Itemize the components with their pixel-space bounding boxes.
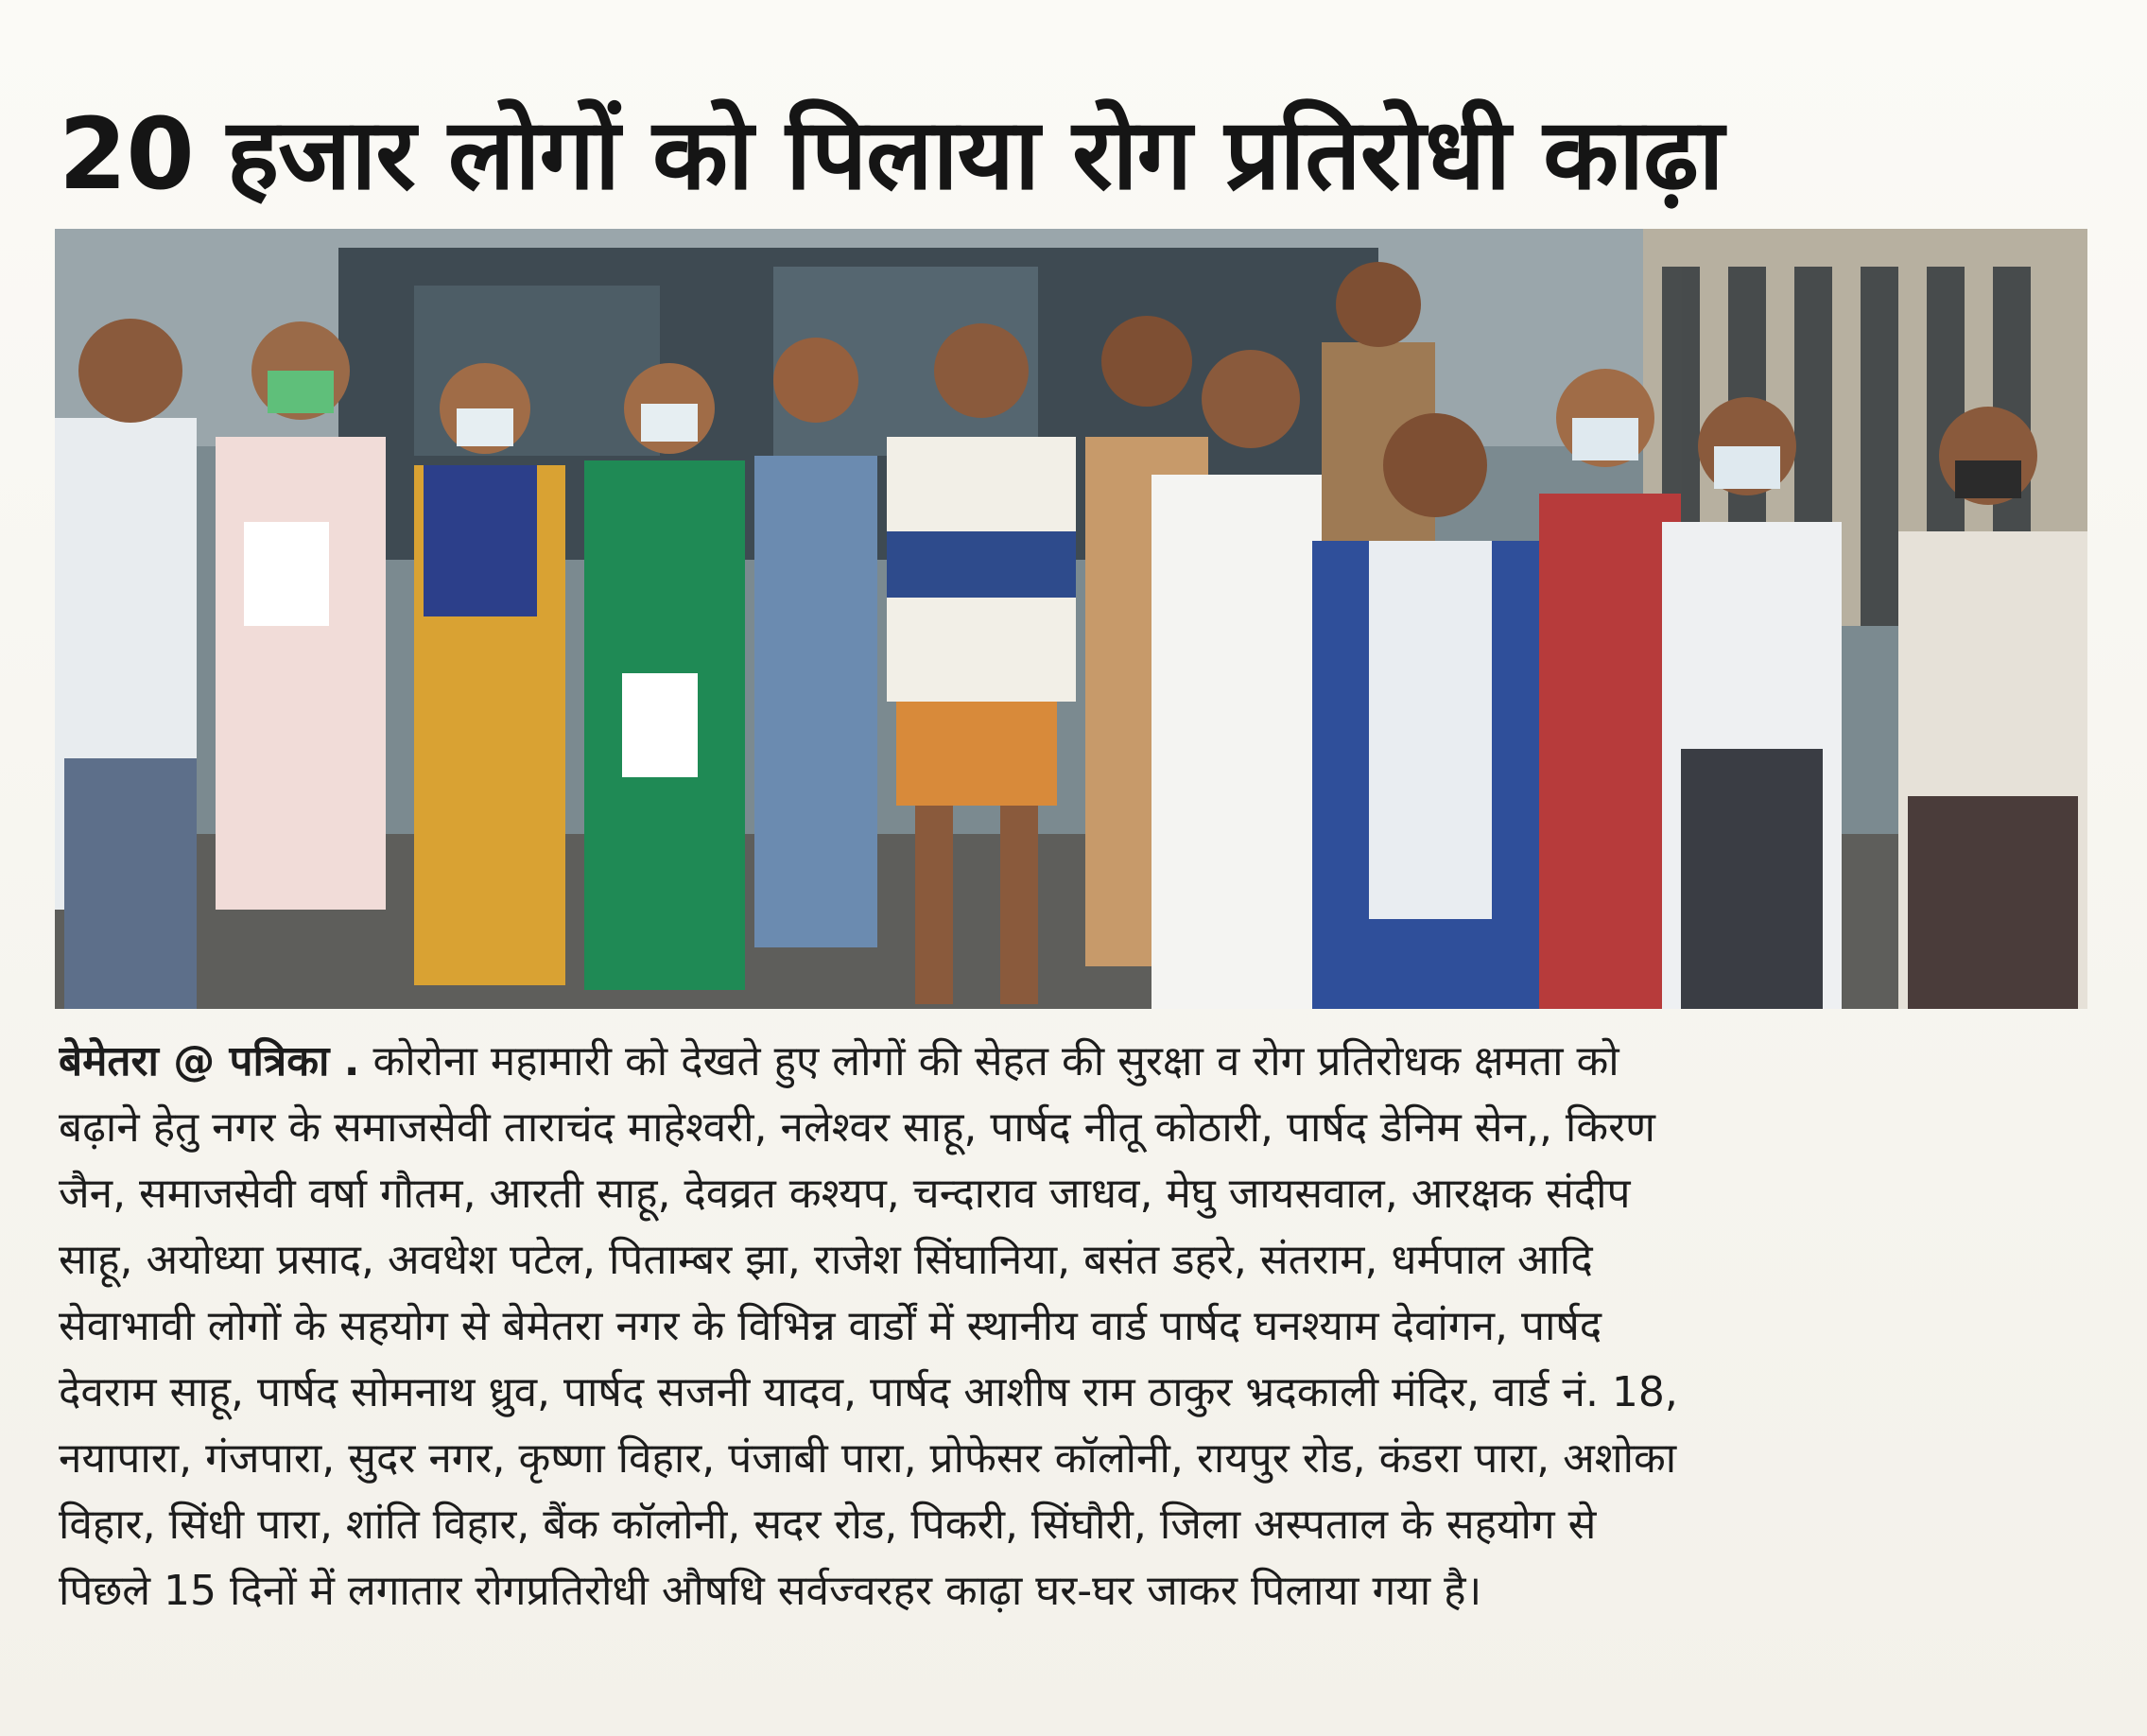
article-body — [59, 1029, 2091, 1624]
dateline: बेमेतरा @ पत्रिका . — [59, 1037, 360, 1085]
body-line-7: नयापारा, गंजपारा, सुदर नगर, कृष्णा विहार, पंजाबी पारा, प्रोफेसर कॉलोनी, रायपुर रोड, कंडरा पारा, अशोका — [59, 1434, 1677, 1483]
body-line-2: बढ़ाने हेतु नगर के समाजसेवी ताराचंद माहेश्वरी, नलेश्वर साहू, पार्षद नीतू कोठारी, पार्षद डेनिम सेन,, किरण — [59, 1103, 1655, 1152]
headline: 20 हजार लोगों को पिलाया रोग प्रतिरोधी काढ़ा — [59, 96, 1723, 212]
body-line-5: सेवाभावी लोगों के सहयोग से बेमेतरा नगर के विभिन्न वार्डों में स्थानीय वार्ड पार्षद घनश्याम देवांगन, पार्षद — [59, 1302, 1602, 1350]
body-line-9: पिछले 15 दिनों में लगातार रोगप्रतिरोधी औषधि सर्वज्वरहर काढ़ा घर-घर जाकर पिलाया गया है। — [59, 1567, 1482, 1615]
body-line-1 — [59, 1029, 2091, 1095]
body-line-1-text: कोरोना महामारी को देखते हुए लोगों की सेहत की सुरक्षा व रोग प्रतिरोधक क्षमता को — [359, 1037, 1619, 1085]
body-line-6: देवराम साहू, पार्षद सोमनाथ ध्रुव, पार्षद सजनी यादव, पार्षद आशीष राम ठाकुर भ्रदकाली मंदिर, वार्ड नं. 18, — [59, 1368, 1678, 1416]
group-photo-illustration — [55, 229, 2087, 1009]
body-line-8: विहार, सिंधी पारा, शांति विहार, बैंक कॉलोनी, सदर रोड, पिकरी, सिंघौरी, जिला अस्पताल के सहयोग से — [59, 1501, 1597, 1549]
news-photo — [55, 229, 2087, 1009]
body-line-3: जैन, समाजसेवी वर्षा गौतम, आरती साहू, देवव्रत कश्यप, चन्दाराव जाधव, मेघु जायसवाल, आरक्षक संदीप — [59, 1170, 1631, 1218]
body-line-4: साहू, अयोध्या प्रसाद, अवधेश पटेल, पिताम्बर झा, राजेश सिंघानिया, बसंत डहरे, संतराम, धर्मपाल आदि — [59, 1236, 1593, 1284]
